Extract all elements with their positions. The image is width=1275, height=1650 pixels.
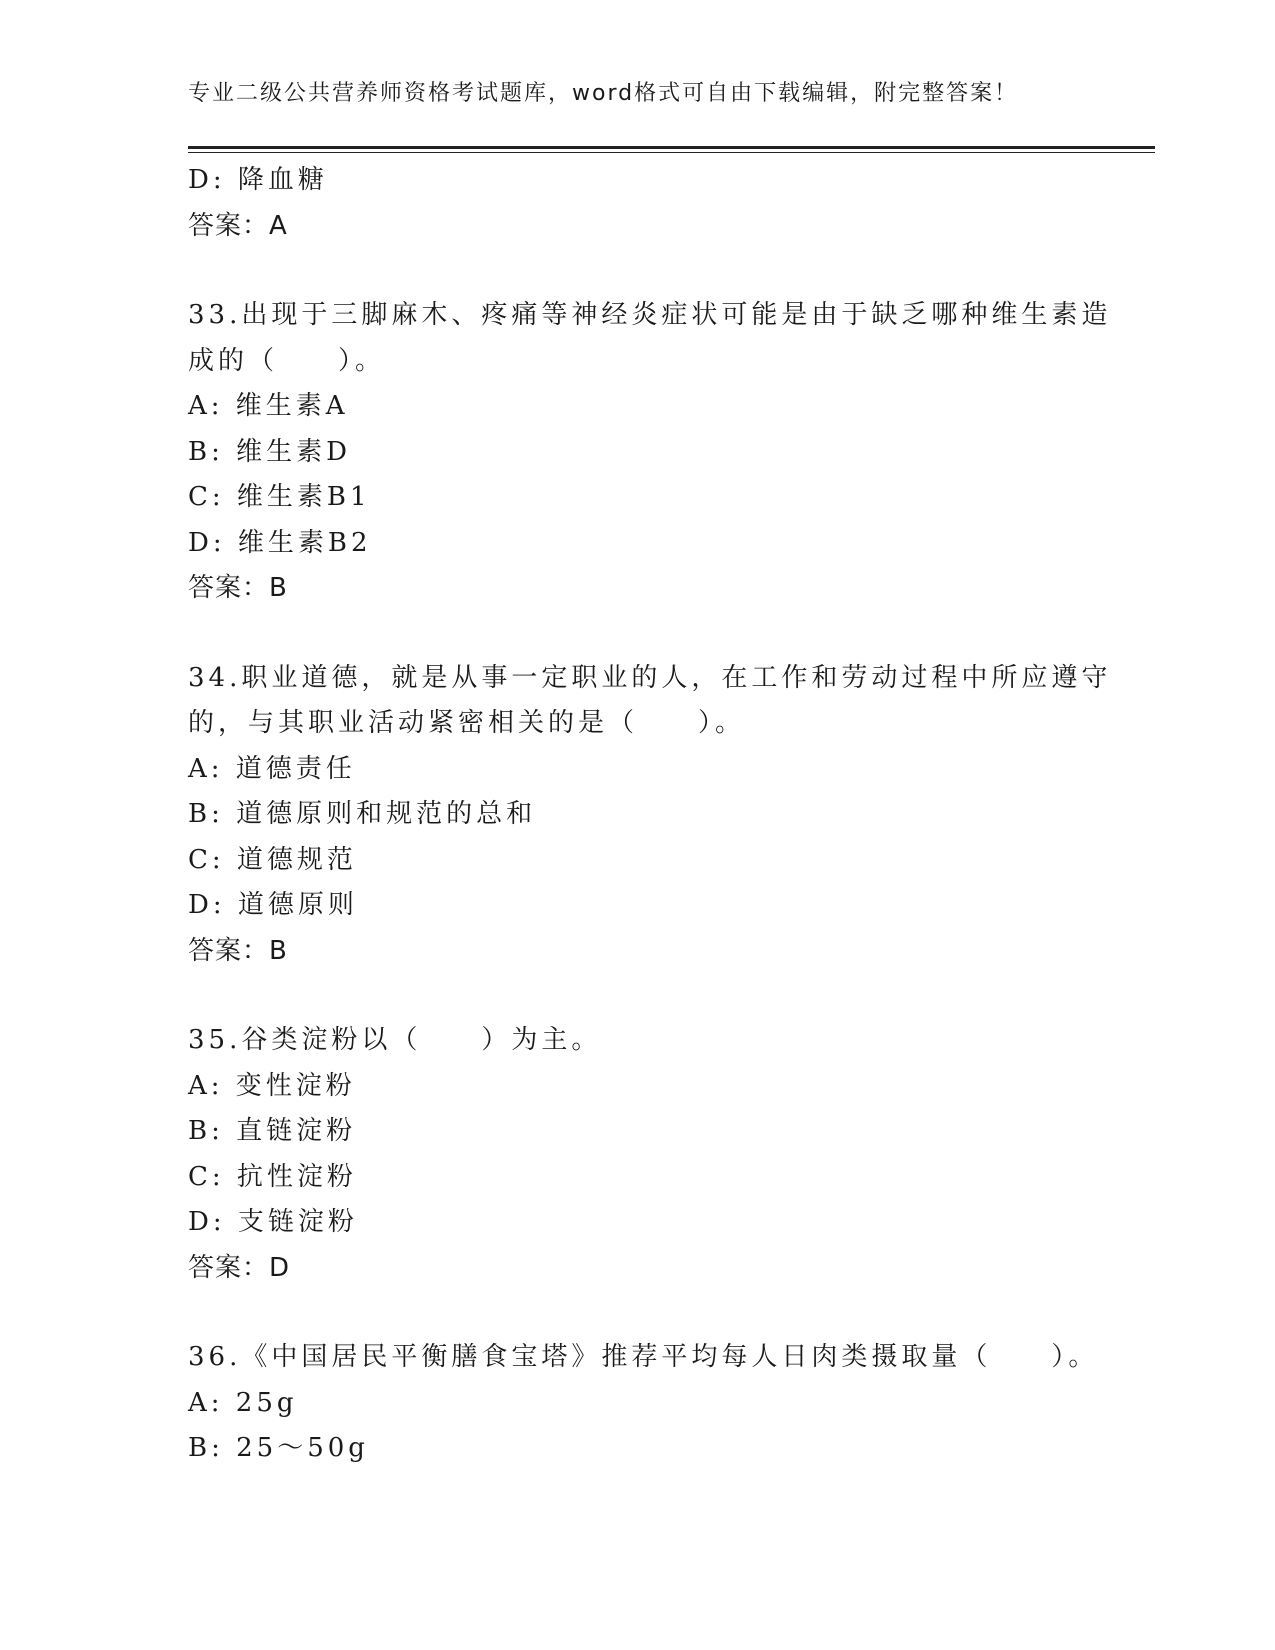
prev-option-d: D: 降血糖	[188, 165, 328, 195]
option-d: D: 维生素B2	[188, 527, 372, 558]
option-b: B: 直链淀粉	[188, 1116, 357, 1146]
option-d: D: 支链淀粉	[188, 1207, 358, 1237]
option-b: B: 维生素D	[188, 436, 351, 467]
question-36	[188, 1335, 1099, 1472]
answer: 答案：D	[188, 1252, 291, 1283]
option-a: A: 25g	[188, 1387, 298, 1418]
option-b: B: 25～50g	[188, 1433, 369, 1463]
question-35	[188, 1018, 1088, 1291]
header-rule-thin	[188, 152, 1155, 153]
answer: 答案：B	[188, 935, 288, 966]
option-c: C: 维生素B1	[188, 482, 371, 512]
question-content	[188, 158, 1112, 1472]
question-33	[188, 293, 1112, 612]
question-34	[188, 656, 1112, 975]
question-stem: 34.职业道德，就是从事一定职业的人，在工作和劳动过程中所应遵守	[188, 662, 1112, 693]
question-stem: 36.《中国居民平衡膳食宝塔》推荐平均每人日肉类摄取量（ ）。	[188, 1342, 1099, 1372]
option-b: B: 道德原则和规范的总和	[188, 799, 537, 829]
option-a: A: 道德责任	[188, 753, 356, 784]
answer: 答案：B	[188, 573, 288, 603]
page-header: 专业二级公共营养师资格考试题库，word格式可自由下载编辑，附完整答案！	[188, 81, 1019, 106]
prev-answer: 答案：A	[188, 210, 288, 241]
option-d: D: 道德原则	[188, 890, 358, 920]
option-a: A: 维生素A	[188, 391, 349, 421]
question-stem: 33.出现于三脚麻木、疼痛等神经炎症状可能是由于缺乏哪种维生素造	[188, 300, 1112, 330]
option-c: C: 道德规范	[188, 844, 357, 875]
option-a: A: 变性淀粉	[188, 1070, 356, 1101]
option-c: C: 抗性淀粉	[188, 1161, 357, 1192]
question-stem: 35.谷类淀粉以（ ）为主。	[188, 1025, 602, 1055]
question-stem-cont: 成的（ ）。	[188, 345, 386, 376]
question-stem-cont: 的，与其职业活动紧密相关的是（ ）。	[188, 708, 746, 738]
header-rule-thick	[188, 146, 1155, 149]
